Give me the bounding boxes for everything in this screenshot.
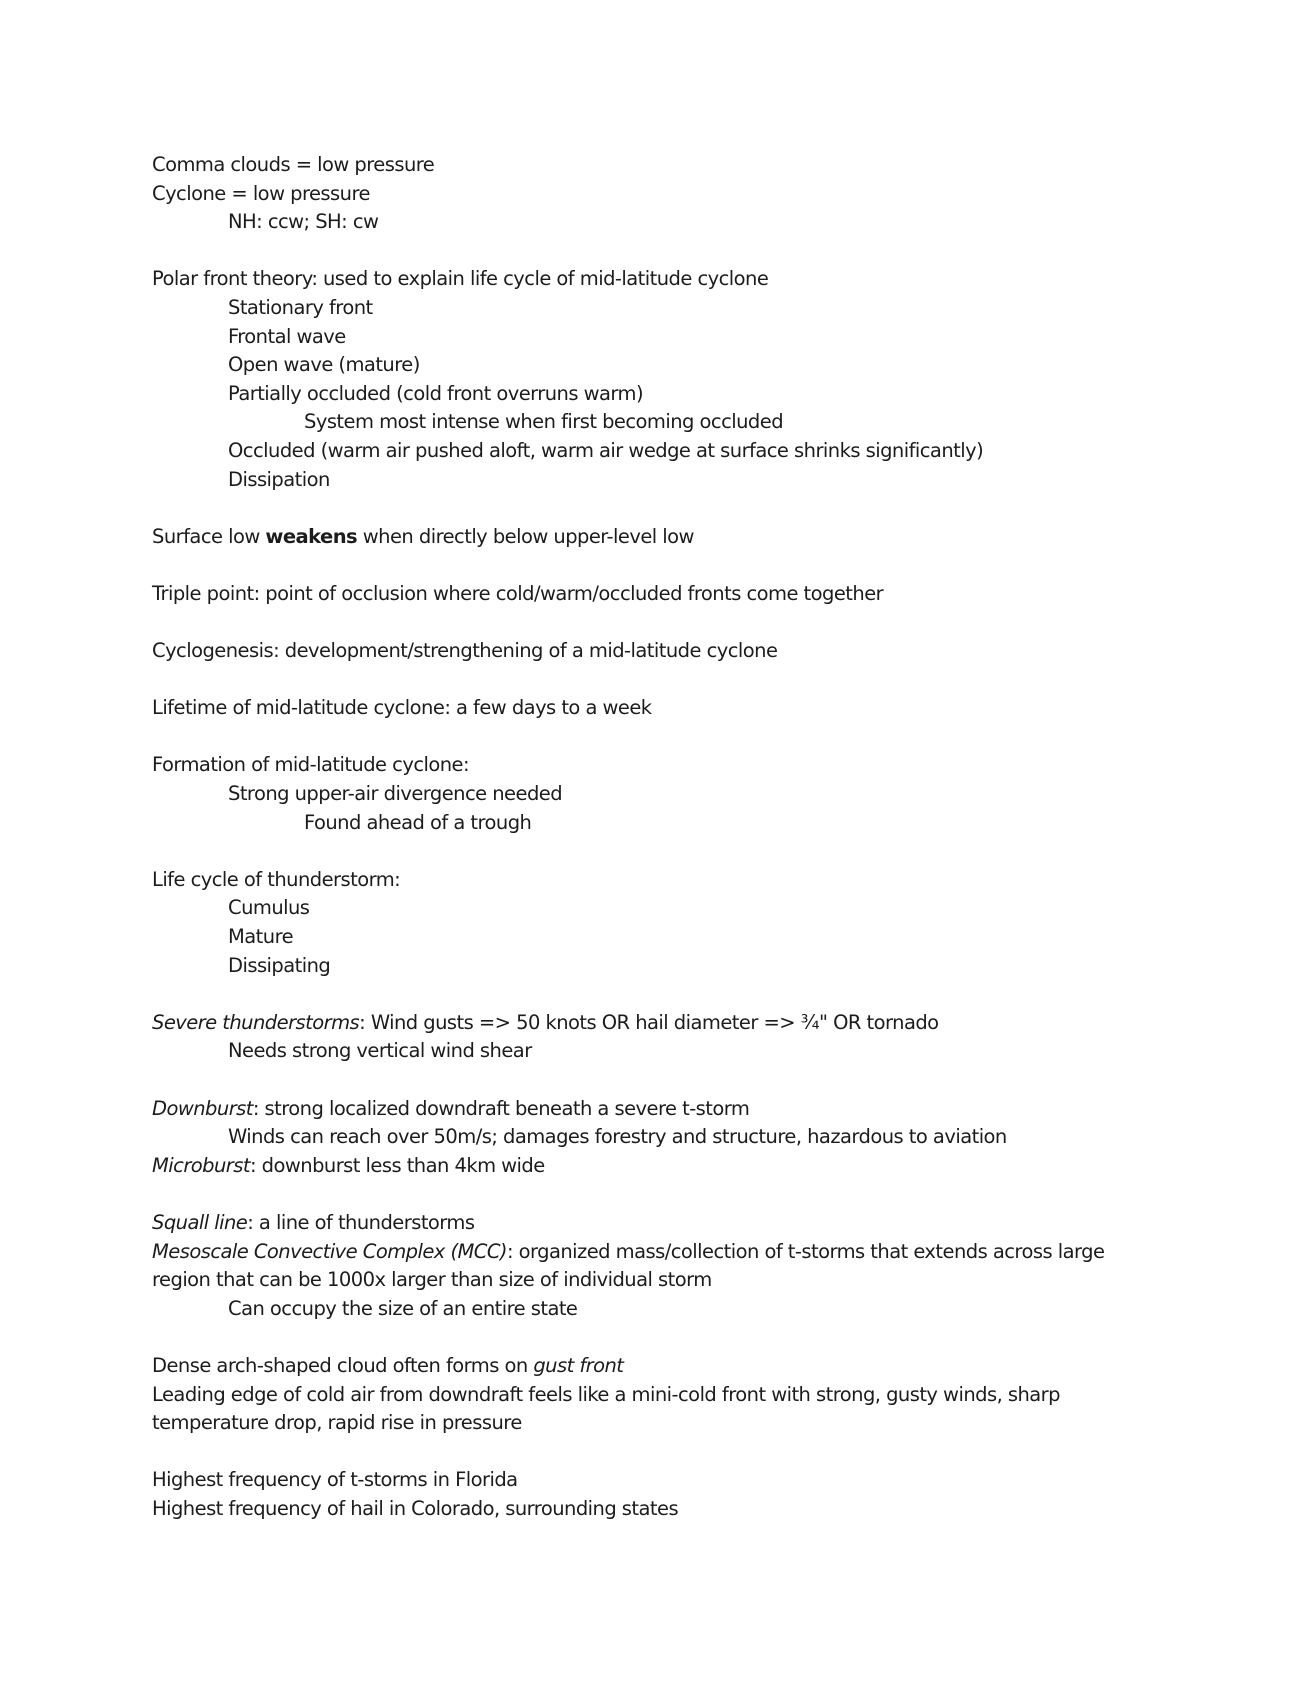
note-lifetime: Lifetime of mid-latitude cyclone: a few days to a week [152,696,652,720]
severe-term: Severe thunderstorms [152,1010,360,1034]
ts-cumulus: Cumulus [228,896,310,920]
gust-front-term: gust front [533,1353,624,1377]
mcc-term: Mesoscale Convective Complex (MCC) [152,1239,507,1263]
blank-line [152,494,1162,523]
squall-definition: : a line of thunderstorms [247,1210,475,1234]
blank-line [152,237,1162,266]
blank-line [152,723,1162,752]
notes-body [152,151,1162,1524]
note-mcc-state: Can occupy the size of an entire state [228,1296,578,1320]
note-divergence: Strong upper-air divergence needed [228,782,563,806]
mcc-definition: : organized mass/collection of t-storms that extends across large region that can be 1000x larger than size of individual storm [152,1239,1105,1292]
note-polar-front: Polar front theory: used to explain life cycle of mid-latitude cyclone [152,267,769,291]
stage-frontal-wave: Frontal wave [228,324,346,348]
note-most-intense: System most intense when first becoming occluded [304,410,784,434]
note-downburst [152,1095,1162,1124]
note-severe [152,1009,1162,1038]
note-mcc [152,1238,1162,1295]
note-colorado: Highest frequency of hail in Colorado, surrounding states [152,1496,679,1520]
note-florida: Highest frequency of t-storms in Florida [152,1468,518,1492]
stage-stationary: Stationary front [228,295,373,319]
note-leading-edge: Leading edge of cold air from downdraft feels like a mini-cold front with strong, gusty winds, sharp temperature drop, rapid rise in pressure [152,1382,1060,1435]
stage-open-wave: Open wave (mature) [228,353,420,377]
blank-line [152,609,1162,638]
note-microburst [152,1152,1162,1181]
ts-mature: Mature [228,925,294,949]
ts-dissipating: Dissipating [228,953,331,977]
note-cyclone: Cyclone = low pressure [152,181,370,205]
note-life-cycle: Life cycle of thunderstorm: [152,867,401,891]
microburst-term: Microburst [152,1153,250,1177]
surface-low-text: Surface low [152,524,266,548]
note-formation: Formation of mid-latitude cyclone: [152,753,470,777]
blank-line [152,980,1162,1009]
note-comma-clouds: Comma clouds = low pressure [152,153,435,176]
blank-line [152,837,1162,866]
severe-definition: : Wind gusts => 50 knots OR hail diameter => ¾" OR tornado [359,1010,939,1034]
weakens-bold: weakens [265,524,358,548]
note-squall [152,1209,1162,1238]
blank-line [152,1066,1162,1095]
note-surface-low [152,523,1162,552]
gust-front-text: Dense arch-shaped cloud often forms on [152,1353,534,1377]
stage-occluded: Occluded (warm air pushed aloft, warm air wedge at surface shrinks significantly) [228,438,984,462]
blank-line [152,1323,1162,1352]
note-triple-point: Triple point: point of occlusion where cold/warm/occluded fronts come together [152,581,884,605]
stage-dissipation: Dissipation [228,467,330,491]
note-trough: Found ahead of a trough [304,810,532,834]
blank-line [152,1180,1162,1209]
downburst-definition: : strong localized downdraft beneath a severe t-storm [252,1096,750,1120]
blank-line [152,1438,1162,1467]
squall-term: Squall line [152,1210,248,1234]
downburst-term: Downburst [152,1096,253,1120]
blank-line [152,551,1162,580]
note-cyclogenesis: Cyclogenesis: development/strengthening of a mid-latitude cyclone [152,639,778,663]
stage-partially-occluded: Partially occluded (cold front overruns warm) [228,381,644,405]
note-downburst-winds: Winds can reach over 50m/s; damages forestry and structure, hazardous to aviation [228,1125,1007,1149]
surface-low-rest: when directly below upper-level low [357,524,694,548]
microburst-definition: : downburst less than 4km wide [249,1153,545,1177]
blank-line [152,666,1162,695]
note-gust-front [152,1352,1162,1381]
note-rotation: NH: ccw; SH: cw [228,210,379,234]
note-shear: Needs strong vertical wind shear [228,1039,532,1063]
